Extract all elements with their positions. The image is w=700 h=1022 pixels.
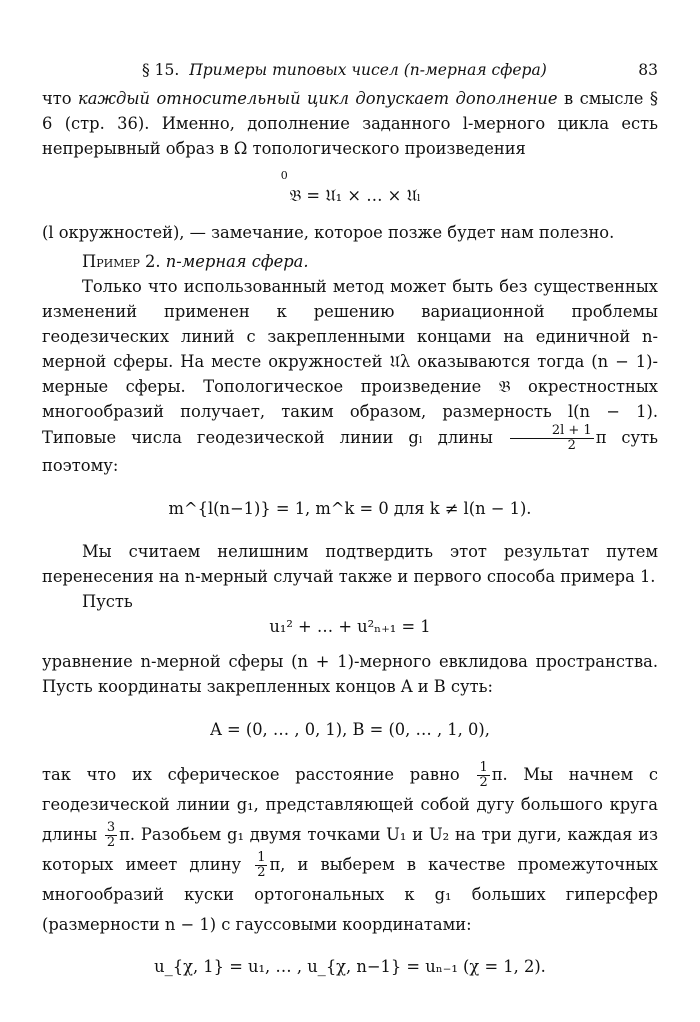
running-header (42, 52, 658, 82)
paragraph-2: (l окружностей), — замечание, которое позже будет нам полезно. (42, 223, 615, 242)
half-num-2: 1 (257, 850, 266, 865)
paragraph-5: Пусть (82, 592, 133, 611)
p1-emphasis: каждый относительный цикл допускает дополнение (78, 89, 558, 108)
fraction-half-2 (255, 851, 267, 880)
p3-b: оказываются тогда (n − 1)-мерные сферы. Топологическое произведение 𝔅 окрестностных многообразий получает, таким образом, размерность l(n − 1). Типовые числа геодезической линии gₗ длины (42, 352, 658, 447)
frac-den: 2 (567, 438, 576, 453)
p3-a: Только что использованный метод может быть без существенных изменений применен к решению вариационной проблемы геодезических линий с закрепленными концами на единичной n-мерной сферы. На месте окружностей (42, 277, 658, 371)
equation-1 (42, 169, 658, 208)
p3-c: π суть поэтому: (42, 428, 658, 475)
half-num: 1 (479, 760, 488, 775)
paragraph-3 (42, 274, 658, 478)
half-den: 2 (479, 775, 488, 790)
example-label: Пример 2. (82, 252, 161, 271)
fraction-three-halves (105, 821, 117, 850)
frac32-den: 2 (106, 835, 116, 850)
p7-a: так что их сферическое расстояние равно (42, 765, 476, 784)
fraction-length (510, 424, 594, 453)
paragraph-6: уравнение n-мерной сферы (n + 1)-мерного евклидова пространства. Пусть координаты закрепленных концов A и B суть: (42, 652, 658, 696)
zero-mark: 0 (280, 169, 288, 182)
example-title: n-мерная сфера. (165, 252, 309, 271)
p3-symbol: 𝔘λ (389, 352, 411, 371)
book-page (42, 52, 658, 991)
overset-b (279, 169, 289, 208)
paragraph-4: Мы считаем нелишним подтвердить этот результат путем перенесения на n-мерный случай также и первого способа примера 1. (42, 542, 658, 586)
header-title (142, 58, 547, 83)
eq1-text: 𝔅 = 𝔘₁ × … × 𝔘ₗ (289, 186, 421, 205)
equation-4: A = (0, … , 0, 1), B = (0, … , 1, 0), (210, 720, 490, 739)
equation-2: m^{l(n−1)} = 1, m^k = 0 для k ≠ l(n − 1). (168, 499, 532, 518)
fraction-half-1 (477, 761, 489, 790)
frac32-num: 3 (106, 820, 116, 835)
equation-3: u₁² + … + u²ₙ₊₁ = 1 (269, 617, 431, 636)
p7-b: π. Мы начнем с геодезической линии g₁, представляющей собой дугу большого круга длины (42, 765, 659, 844)
p1-b: в смысле § 6 (стр. 36). Именно, дополнение заданного l-мерного цикла есть непрерывный образ в Ω топологического произведения (42, 89, 658, 158)
frac-num: 2l + 1 (510, 424, 594, 439)
p7-d: π, и выберем в качестве промежуточных многообразий куски ортогональных к g₁ больших гиперсфер (размерности n − 1) с гауссовыми координатами: (42, 855, 658, 934)
p1-a: что (42, 89, 79, 108)
equation-5: u_{χ, 1} = u₁, … , u_{χ, n−1} = uₙ₋₁ (χ = 1, 2). (154, 957, 546, 976)
section-number: § 15. (142, 61, 180, 79)
example-heading (42, 249, 658, 274)
page-number: 83 (638, 61, 658, 79)
paragraph-1 (42, 86, 658, 161)
paragraph-7 (42, 760, 658, 940)
p7-c: π. Разобьем g₁ двумя точками U₁ и U₂ на три дуги, каждая из которых имеет длину (42, 825, 658, 874)
half-den-2: 2 (257, 865, 266, 880)
section-title: Примеры типовых чисел (n-мерная сфера) (189, 61, 547, 79)
